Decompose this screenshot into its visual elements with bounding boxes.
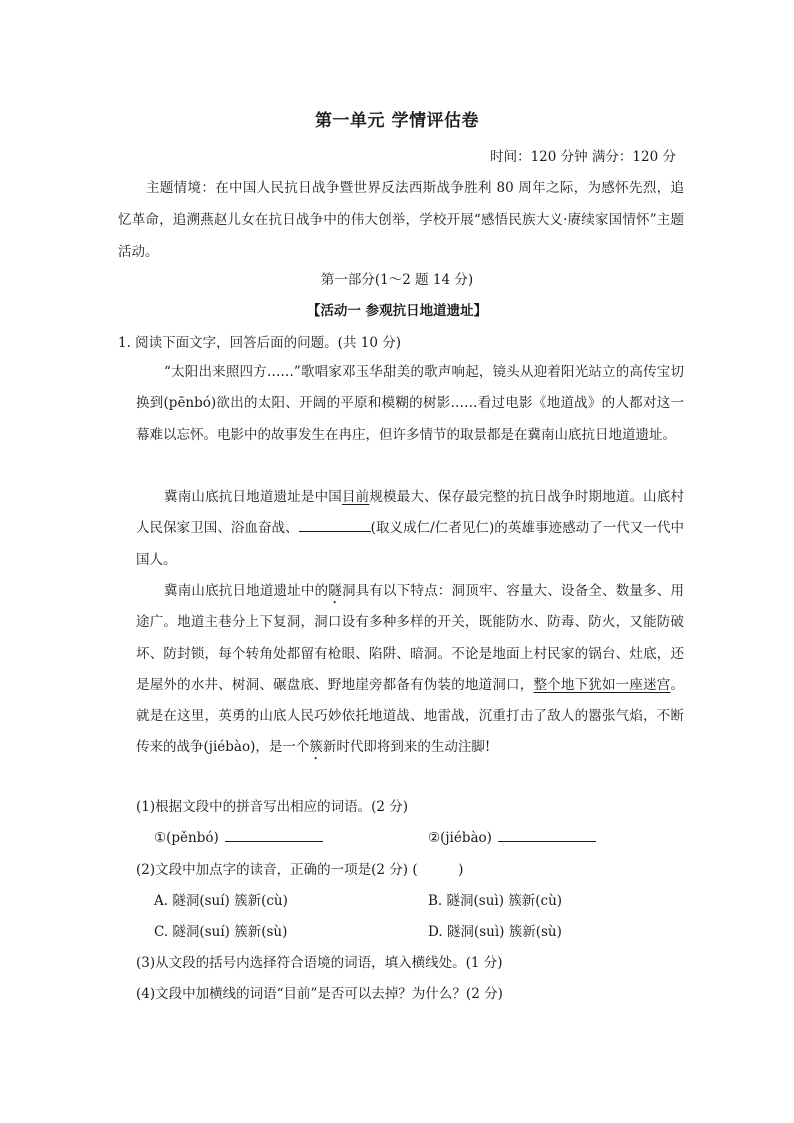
passage-text: 冀南山底抗日地道遗址中的 [164, 583, 329, 599]
passage-text: 洞具有以下特点：洞顶牢、容量大、设备全、数量多、用途广。地道主巷分上下复洞，洞口设有多种多样的开关，既能防水、防毒、防火，又能防破坏、防封锁，每个转角处都留有枪眼、陷阱、暗洞。不论是地面上村民家的锅台、灶底，还是屋外的水井、树洞、碾盘底、野地崖旁都备有伪装的地道洞口， [136, 583, 685, 693]
sub-question-4: (4)文段中加横线的词语“目前”是否可以去掉？为什么？(2 分) [136, 986, 503, 1002]
activity-heading: 【活动一 参观抗日地道遗址】 [306, 303, 488, 319]
fill-blank[interactable] [299, 517, 371, 532]
answer-label: ②(jiébào) [428, 830, 492, 846]
dotted-char: 隧 [328, 583, 342, 599]
underlined-phrase: 整个地下犹如一座迷宫 [533, 676, 671, 693]
page-title: 第一单元 学情评估卷 [315, 111, 479, 131]
question-1: 1. 阅读下面文字，回答后面的问题。(共 10 分) [118, 335, 401, 351]
time-info: 时间：120 分钟 满分：120 分 [490, 149, 676, 165]
answer-line-2 [428, 827, 596, 846]
sub-question-1: (1)根据文段中的拼音写出相应的词语。(2 分) [136, 799, 409, 815]
passage-text: 。就是在这里，英勇的山底人民巧妙依托地道战、地雷战，沉重打击了敌人的嚣张气焰，不断传来的战争(jiébào)，是一个 [136, 676, 685, 756]
answer-blank[interactable] [225, 827, 323, 842]
sub-question-3: (3)从文段的括号内选择符合语境的词语，填入横线处。(1 分) [136, 955, 503, 971]
option-b[interactable]: B. 隧洞(suì) 簇新(cù) [428, 893, 563, 909]
answer-line-1 [154, 827, 323, 846]
answer-blank[interactable] [498, 827, 596, 842]
passage-text: 新时代即将到来的生动注脚! [322, 739, 491, 756]
option-d[interactable]: D. 隧洞(suì) 簇新(sù) [428, 924, 562, 940]
passage-paragraph-1: “太阳出来照四方……”歌唱家邓玉华甜美的歌声响起，镜头从迎着阳光站立的高传宝切换到(pēnbó)欲出的太阳、开阔的平原和模糊的树影……看过电影《地道战》的人都对这一幕难以忘怀。电影中的故事发生在冉庄，但许多情节的取景都是在冀南山底抗日地道遗址。 [136, 364, 684, 443]
passage-text: 规模最大、保存最完整的抗日战争时期地道。山底村人民保家卫国、浴血奋战、 [136, 489, 685, 537]
sub-question-2: (2)文段中加点字的读音，正确的一项是(2 分) ( ) [136, 862, 464, 878]
passage-text: 冀南山底抗日地道遗址是中国 [164, 489, 342, 505]
passage-paragraph-3 [136, 576, 684, 764]
intro-paragraph: 主题情境：在中国人民抗日战争暨世界反法西斯战争胜利 80 周年之际，为感怀先烈，追忆革命，追溯燕赵儿女在抗日战争中的伟大创举，学校开展“感悟民族大义·赓续家国情怀”主题活动。 [118, 180, 684, 260]
part-heading: 第一部分(1～2 题 14 分) [320, 272, 474, 288]
passage-paragraph-2 [136, 482, 684, 576]
dotted-char: 簇 [309, 739, 323, 756]
answer-label: ①(pěnbó) [154, 830, 219, 846]
option-a[interactable]: A. 隧洞(suí) 簇新(cù) [154, 893, 288, 909]
underlined-word: 目前 [341, 489, 370, 505]
option-c[interactable]: C. 隧洞(suí) 簇新(sù) [154, 924, 288, 940]
passage-text: (取义成仁/仁者见仁)的英雄事迹感动了一代又一代中国人。 [136, 520, 684, 568]
